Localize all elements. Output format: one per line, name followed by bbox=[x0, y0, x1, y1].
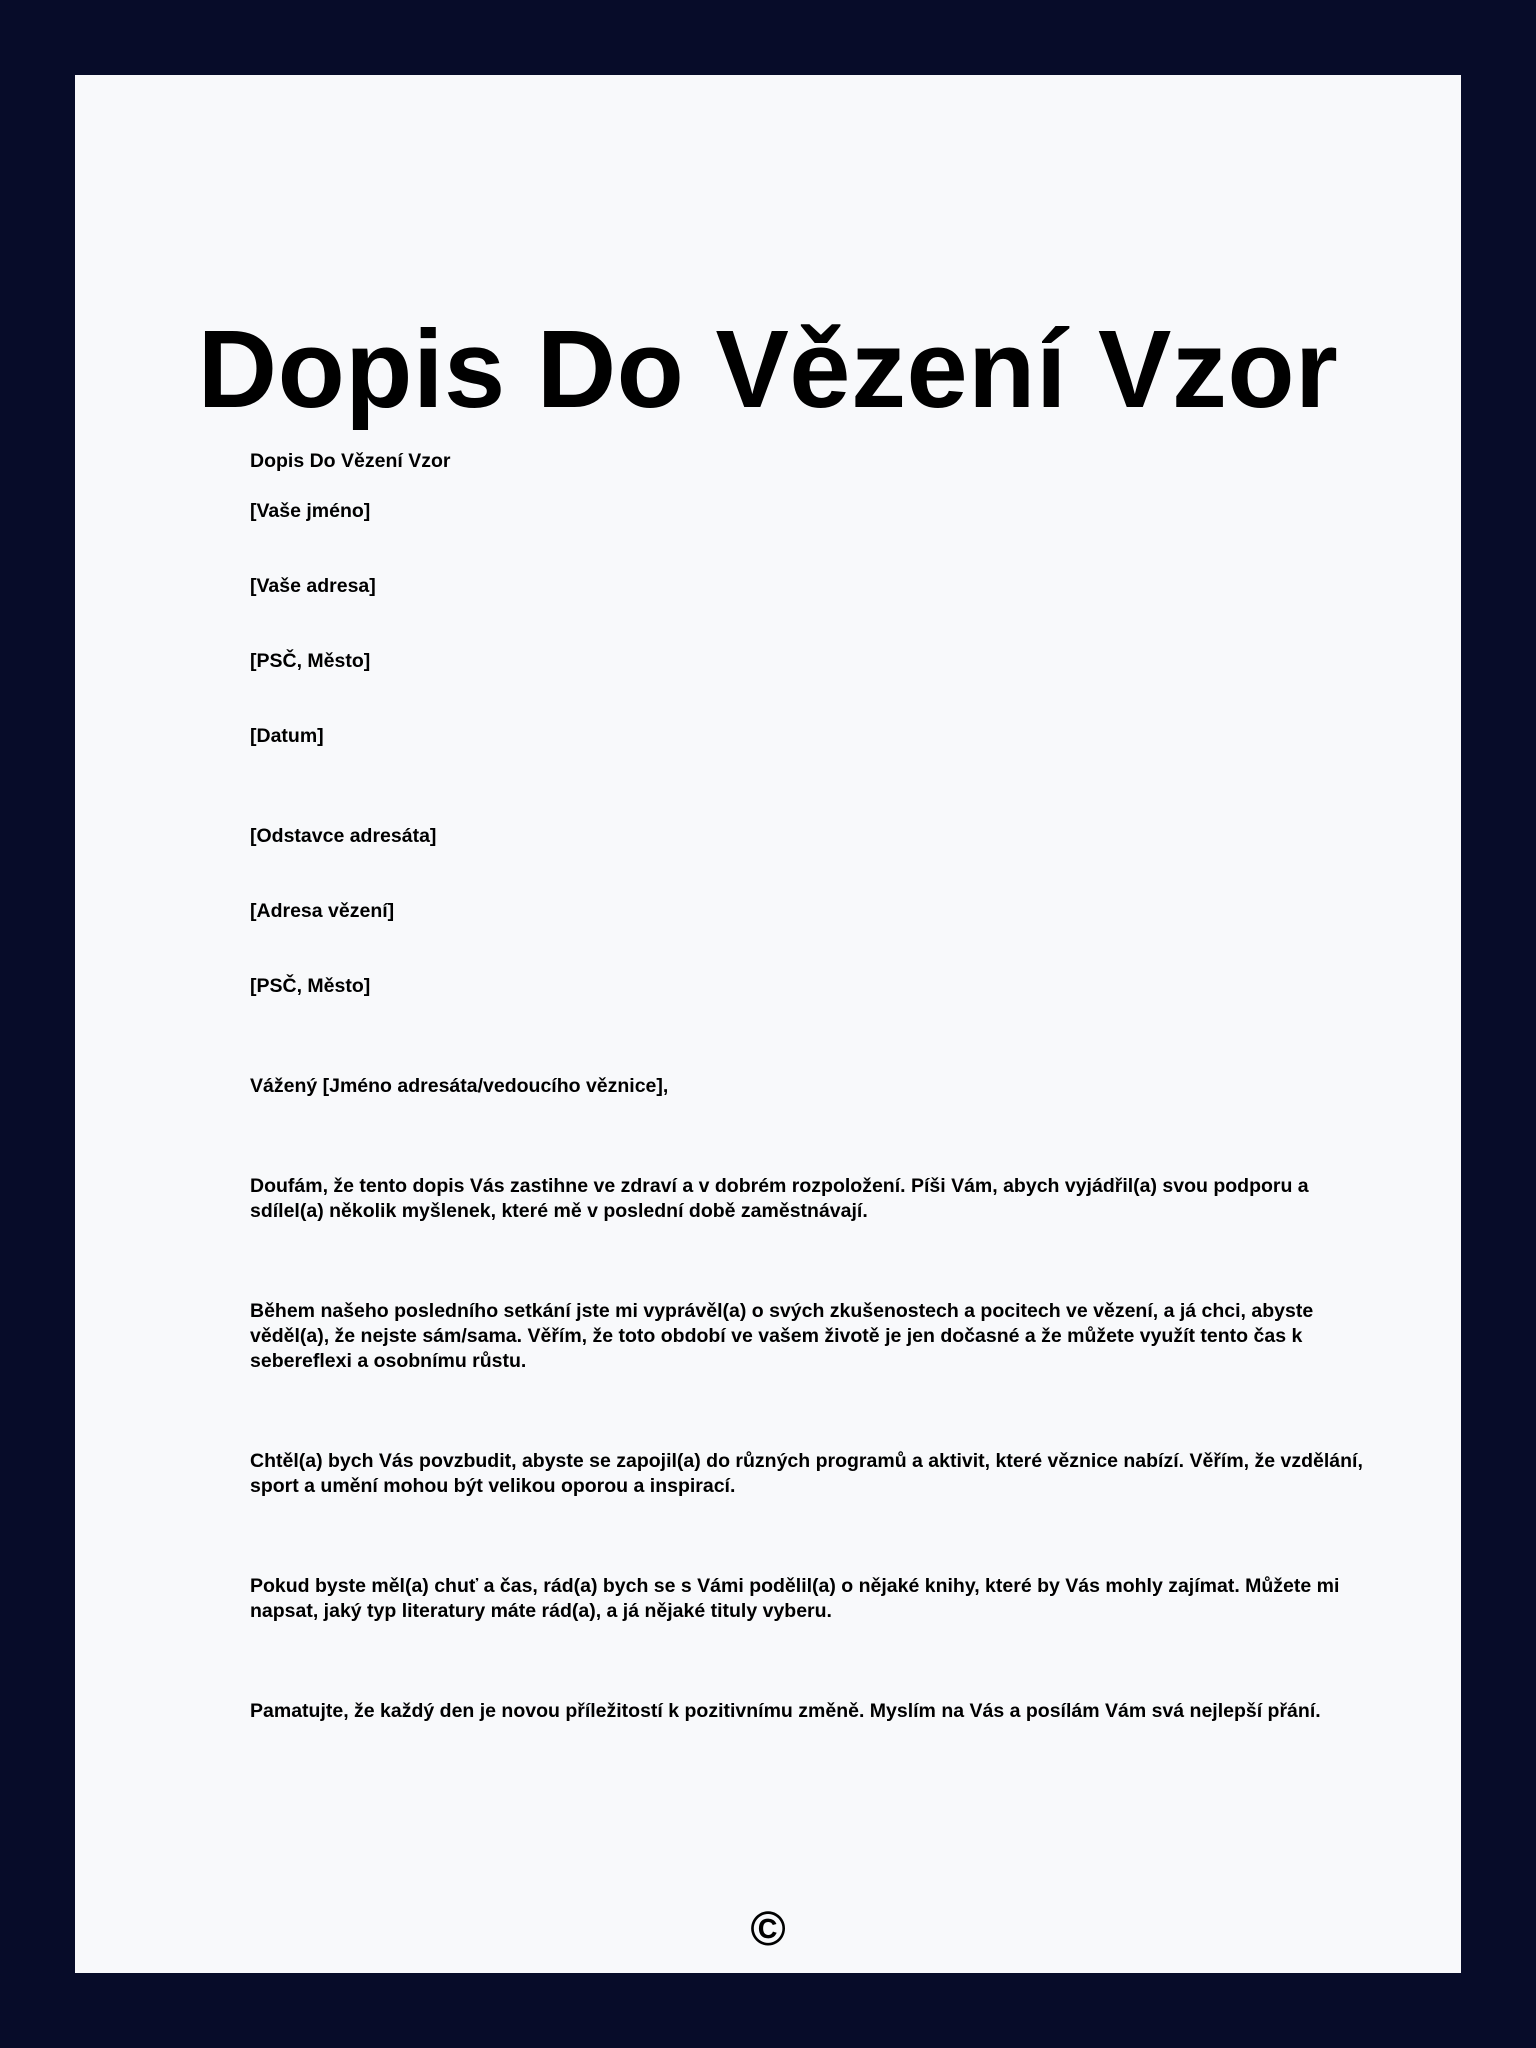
letter-date: [Datum] bbox=[250, 725, 324, 747]
document-page bbox=[75, 75, 1461, 1973]
recipient-name: [Odstavce adresáta] bbox=[250, 825, 437, 847]
paragraph-3: Chtěl(a) bych Vás povzbudit, abyste se zapojil(a) do různých programů a aktivit, které věznice nabízí. Věřím, že vzdělání, sport a umění mohou být velikou oporou a inspirací. bbox=[250, 1450, 1363, 1497]
paragraph-2: Během našeho posledního setkání jste mi vyprávěl(a) o svých zkušenostech a pocitech ve vězení, a já chci, abyste věděl(a), že nejste sám/sama. Věřím, že toto období ve vašem životě je jen dočasné a že můžete využít tento čas k sebereflexi a osobnímu růstu. bbox=[250, 1300, 1314, 1372]
paragraph-4: Pokud byste měl(a) chuť a čas, rád(a) bych se s Vámi podělil(a) o nějaké knihy, které by Vás mohly zajímat. Můžete mi napsat, jaký typ literatury máte rád(a), a já nějaké tituly vyberu. bbox=[250, 1575, 1340, 1622]
salutation: Vážený [Jméno adresáta/vedoucího věznice], bbox=[250, 1075, 669, 1097]
recipient-address: [Adresa vězení] bbox=[250, 900, 395, 922]
page-title: Dopis Do Vězení Vzor bbox=[197, 308, 1339, 431]
letter-subtitle: Dopis Do Vězení Vzor bbox=[250, 450, 451, 472]
sender-name: [Vaše jméno] bbox=[250, 500, 371, 522]
paragraph-5: Pamatujte, že každý den je novou příležitostí k pozitivnímu změně. Myslím na Vás a posílám Vám svá nejlepší přání. bbox=[250, 1700, 1321, 1722]
copyright-icon: © bbox=[750, 1903, 786, 1956]
sender-zip-city: [PSČ, Město] bbox=[250, 650, 371, 672]
recipient-zip-city: [PSČ, Město] bbox=[250, 975, 371, 997]
paragraph-1: Doufám, že tento dopis Vás zastihne ve zdraví a v dobrém rozpoložení. Píši Vám, abych vyjádřil(a) svou podporu a sdílel(a) několik myšlenek, které mě v poslední době zaměstnávají. bbox=[250, 1175, 1309, 1222]
sender-address: [Vaše adresa] bbox=[250, 575, 376, 597]
